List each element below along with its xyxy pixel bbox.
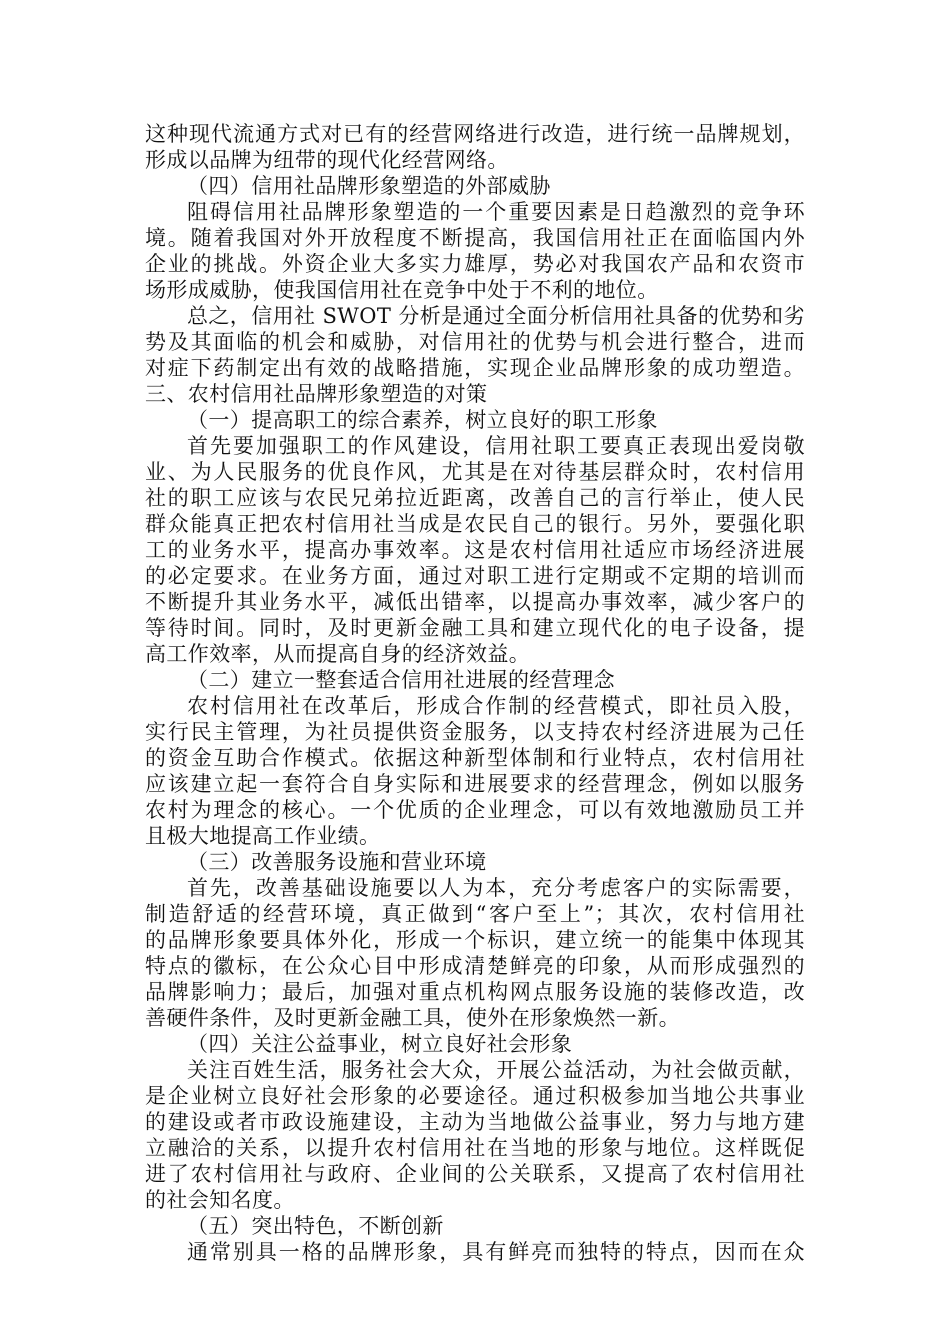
text-line: 社的职工应该与农民兄弟拉近距离，改善自己的言行举止，使人民 — [145, 486, 805, 510]
text-line: 业、为人民服务的优良作风，尤其是在对待基层群众时，农村信用 — [145, 460, 805, 484]
text-line: 善硬件条件，及时更新金融工具，使外在形象焕然一新。 — [145, 1006, 680, 1030]
text-line: 农村信用社在改革后，形成合作制的经营模式，即社员入股， — [187, 694, 805, 718]
text-line: （一）提高职工的综合素养，树立良好的职工形象 — [187, 408, 658, 432]
text-line: （三）改善服务设施和营业环境 — [187, 850, 487, 874]
text-line: （四）信用社品牌形象塑造的外部威胁 — [187, 174, 551, 198]
text-line: 对症下药制定出有效的战略措施，实现企业品牌形象的成功塑造。 — [145, 356, 805, 380]
text-line: 场形成威胁，使我国信用社在竞争中处于不利的地位。 — [145, 278, 659, 302]
document-page — [145, 121, 805, 1265]
text-line: 关注百姓生活，服务社会大众，开展公益活动，为社会做贡献， — [187, 1058, 805, 1082]
text-line: 进了农村信用社与政府、企业间的公关联系，又提高了农村信用社 — [145, 1162, 805, 1186]
text-line: 总之，信用社 SWOT 分析是通过全面分析信用社具备的优势和劣 — [187, 304, 805, 328]
text-line: 应该建立起一套符合自身实际和进展要求的经营理念，例如以服务 — [145, 772, 805, 796]
text-line: 的必定要求。在业务方面，通过对职工进行定期或不定期的培训而 — [145, 564, 805, 588]
text-line: 的建设或者市政设施建设，主动为当地做公益事业，努力与地方建 — [145, 1110, 805, 1134]
text-line: 农村为理念的核心。一个优质的企业理念，可以有效地激励员工并 — [145, 798, 805, 822]
text-line: 企业的挑战。外资企业大多实力雄厚，势必对我国农产品和农资市 — [145, 252, 805, 276]
text-line: 势及其面临的机会和威胁，对信用社的优势与机会进行整合，进而 — [145, 330, 805, 354]
text-line: 形成以品牌为纽带的现代化经营网络。 — [145, 148, 509, 172]
text-line: 通常别具一格的品牌形象，具有鲜亮而独特的特点，因而在众 — [187, 1240, 805, 1264]
text-line: 特点的徽标，在公众心目中形成清楚鲜亮的印象，从而形成强烈的 — [145, 954, 805, 978]
text-line: 高工作效率，从而提高自身的经济效益。 — [145, 642, 531, 666]
text-line: 品牌影响力；最后，加强对重点机构网点服务设施的装修改造，改 — [145, 980, 805, 1004]
text-line: 且极大地提高工作业绩。 — [145, 824, 381, 848]
text-line: 是企业树立良好社会形象的必要途径。通过积极参加当地公共事业 — [145, 1084, 805, 1108]
text-line: （五）突出特色，不断创新 — [187, 1214, 444, 1238]
text-line: 实行民主管理，为社员提供资金服务，以支持农村经济进展为己任 — [145, 720, 805, 744]
text-line: （四）关注公益事业，树立良好社会形象 — [187, 1032, 573, 1056]
text-line: 的资金互助合作模式。依据这种新型体制和行业特点，农村信用社 — [145, 746, 805, 770]
text-line: 的品牌形象要具体外化，形成一个标识，建立统一的能集中体现其 — [145, 928, 805, 952]
text-line: 首先要加强职工的作风建设，信用社职工要真正表现出爱岗敬 — [187, 434, 805, 458]
text-line: 立融洽的关系，以提升农村信用社在当地的形象与地位。这样既促 — [145, 1136, 805, 1160]
text-line: （二）建立一整套适合信用社进展的经营理念 — [187, 668, 615, 692]
text-line: 境。随着我国对外开放程度不断提高，我国信用社正在面临国内外 — [145, 226, 805, 250]
text-line: 群众能真正把农村信用社当成是农民自己的银行。另外，要强化职 — [145, 512, 805, 536]
text-line: 这种现代流通方式对已有的经营网络进行改造，进行统一品牌规划， — [145, 122, 805, 146]
text-line: 首先，改善基础设施要以人为本，充分考虑客户的实际需要， — [187, 876, 805, 900]
text-line: 的社会知名度。 — [145, 1188, 295, 1212]
text-line: 三、农村信用社品牌形象塑造的对策 — [145, 382, 488, 406]
text-line: 工的业务水平，提高办事效率。这是农村信用社适应市场经济进展 — [145, 538, 805, 562]
text-line: 不断提升其业务水平，减低出错率，以提高办事效率，减少客户的 — [145, 590, 805, 614]
text-line: 制造舒适的经营环境，真正做到“客户至上”；其次，农村信用社 — [145, 902, 805, 926]
text-line: 阻碍信用社品牌形象塑造的一个重要因素是日趋激烈的竞争环 — [187, 200, 805, 224]
text-line: 等待时间。同时，及时更新金融工具和建立现代化的电子设备，提 — [145, 616, 805, 640]
